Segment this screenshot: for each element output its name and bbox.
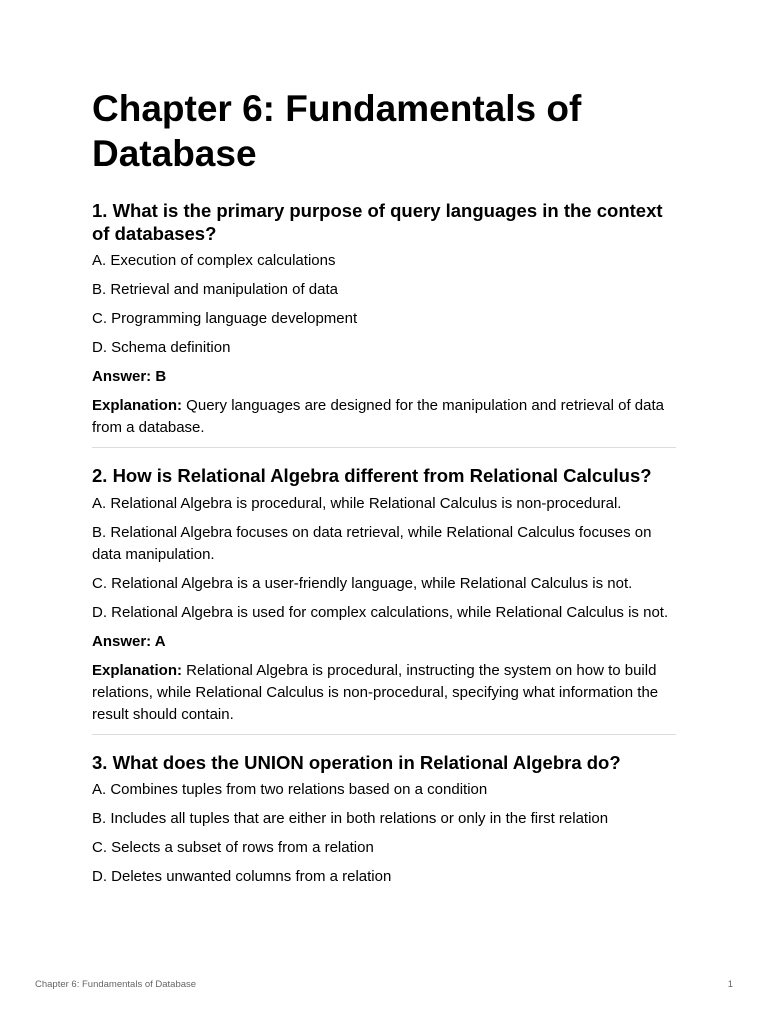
page-number: 1 <box>727 979 733 990</box>
answer-key: Answer: A <box>92 632 166 650</box>
question-3 <box>92 752 676 889</box>
question-divider <box>92 447 676 448</box>
answer-option-c: C. Relational Algebra is a user-friendly language, while Relational Calculus is not. <box>92 574 633 592</box>
answer-option-c: C. Programming language development <box>92 310 358 327</box>
answer-option-b: B. Retrieval and manipulation of data <box>92 281 338 298</box>
answer-option-d: D. Deletes unwanted columns from a relation <box>92 868 392 885</box>
explanation <box>92 395 676 439</box>
question-title: 3. What does the UNION operation in Relational Algebra do? <box>92 751 621 773</box>
question-title: 1. What is the primary purpose of query languages in the context of databases? <box>92 200 663 244</box>
answer-option-b: B. Relational Algebra focuses on data retrieval, while Relational Calculus focuses on data manipulation. <box>92 523 652 563</box>
question-divider <box>92 734 676 735</box>
answer-option-c: C. Selects a subset of rows from a relation <box>92 839 374 856</box>
explanation-label: Explanation: <box>92 661 183 679</box>
answer-option-a: A. Execution of complex calculations <box>92 252 336 269</box>
answer-option-b: B. Includes all tuples that are either in both relations or only in the first relation <box>92 810 609 827</box>
document-page <box>92 86 676 895</box>
explanation-text: Relational Algebra is procedural, instructing the system on how to build relations, while Relational Calculus is non-procedural, specifying what information the result should contain. <box>92 661 659 723</box>
explanation-text: Query languages are designed for the manipulation and retrieval of data from a database. <box>92 397 664 436</box>
answer-option-a: A. Combines tuples from two relations based on a condition <box>92 781 488 798</box>
footer-document-title: Chapter 6: Fundamentals of Database <box>35 979 197 990</box>
answer-option-a: A. Relational Algebra is procedural, while Relational Calculus is non-procedural. <box>92 494 622 512</box>
explanation-label: Explanation: <box>92 397 183 414</box>
answer-key: Answer: B <box>92 368 167 385</box>
answer-option-d: D. Schema definition <box>92 339 231 356</box>
explanation <box>92 660 676 726</box>
question-2 <box>92 465 676 726</box>
question-1 <box>92 200 676 439</box>
question-title: 2. How is Relational Algebra different from Relational Calculus? <box>92 465 652 486</box>
answer-option-d: D. Relational Algebra is used for complex calculations, while Relational Calculus is not. <box>92 603 669 621</box>
chapter-title: Chapter 6: Fundamentals of Database <box>92 88 582 174</box>
